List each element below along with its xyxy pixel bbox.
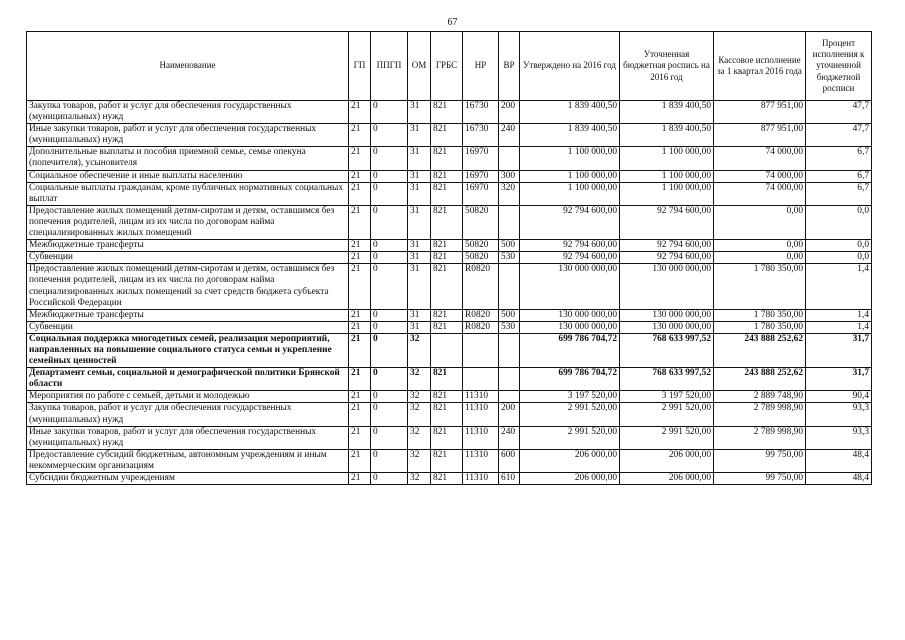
- table-row: [27, 101, 872, 124]
- cell-approved: 2 991 520,00: [520, 403, 620, 426]
- cell-om: 31: [408, 124, 431, 147]
- cell-om: 31: [408, 182, 431, 205]
- cell-om: 31: [408, 264, 431, 309]
- cell-gp: 21: [349, 321, 371, 333]
- cell-cash: 877 951,00: [714, 101, 806, 124]
- cell-vr: 240: [499, 426, 520, 449]
- cell-refined: 1 100 000,00: [620, 182, 714, 205]
- row-name: Социальное обеспечение и иные выплаты населению: [27, 170, 349, 182]
- cell-approved: 130 000 000,00: [520, 309, 620, 321]
- row-name: Социальные выплаты гражданам, кроме публичных нормативных социальных выплат: [27, 182, 349, 205]
- header-vr: ВР: [499, 32, 520, 101]
- cell-np: [463, 333, 499, 367]
- header-name: Наименование: [27, 32, 349, 101]
- cell-refined: 92 794 600,00: [620, 252, 714, 264]
- row-name: Иные закупки товаров, работ и услуг для обеспечения государственных (муниципальных) нужд: [27, 124, 349, 147]
- cell-ppgp: 0: [371, 101, 408, 124]
- row-name: Предоставление жилых помещений детям-сиротам и детям, оставшимся без попечения родителей, лицам из их числа по договорам найма специализированных жилых помещений: [27, 205, 349, 239]
- cell-refined: 768 633 997,52: [620, 368, 714, 391]
- cell-np: R0820: [463, 321, 499, 333]
- cell-np: 50820: [463, 240, 499, 252]
- header-percent: Процент исполнения к уточненной бюджетной росписи: [806, 32, 872, 101]
- cell-grbs: [431, 333, 463, 367]
- cell-vr: [499, 391, 520, 403]
- table-row: [27, 182, 872, 205]
- cell-vr: [499, 205, 520, 239]
- row-name: Закупка товаров, работ и услуг для обеспечения государственных (муниципальных) нужд: [27, 101, 349, 124]
- cell-approved: 92 794 600,00: [520, 205, 620, 239]
- cell-cash: 99 750,00: [714, 473, 806, 485]
- table-row: [27, 473, 872, 485]
- cell-vr: 500: [499, 309, 520, 321]
- cell-om: 32: [408, 426, 431, 449]
- table-row: [27, 449, 872, 472]
- cell-grbs: 821: [431, 449, 463, 472]
- table-row: [27, 252, 872, 264]
- cell-refined: 130 000 000,00: [620, 264, 714, 309]
- cell-ppgp: 0: [371, 182, 408, 205]
- cell-om: 31: [408, 170, 431, 182]
- cell-refined: 2 991 520,00: [620, 426, 714, 449]
- cell-np: 11310: [463, 403, 499, 426]
- cell-gp: 21: [349, 426, 371, 449]
- cell-om: 31: [408, 205, 431, 239]
- cell-ppgp: 0: [371, 264, 408, 309]
- cell-gp: 21: [349, 205, 371, 239]
- cell-vr: [499, 333, 520, 367]
- cell-om: 32: [408, 368, 431, 391]
- cell-percent: 93,3: [806, 426, 872, 449]
- table-header: [27, 32, 872, 101]
- row-name: Субвенции: [27, 252, 349, 264]
- cell-grbs: 821: [431, 391, 463, 403]
- cell-om: 31: [408, 309, 431, 321]
- cell-cash: 74 000,00: [714, 170, 806, 182]
- row-name: Предоставление жилых помещений детям-сиротам и детям, оставшимся без попечения родителей, лицам из их числа по договорам найма специализированных жилых помещений за счет средств бюджета субъекта Российской Федерации: [27, 264, 349, 309]
- cell-vr: 300: [499, 170, 520, 182]
- cell-np: 11310: [463, 473, 499, 485]
- cell-percent: 1,4: [806, 321, 872, 333]
- cell-gp: 21: [349, 252, 371, 264]
- table-row: [27, 426, 872, 449]
- cell-grbs: 821: [431, 473, 463, 485]
- cell-grbs: 821: [431, 321, 463, 333]
- cell-percent: 31,7: [806, 368, 872, 391]
- cell-approved: 1 100 000,00: [520, 147, 620, 170]
- cell-approved: 92 794 600,00: [520, 240, 620, 252]
- cell-gp: 21: [349, 333, 371, 367]
- header-np: НР: [463, 32, 499, 101]
- cell-refined: 92 794 600,00: [620, 205, 714, 239]
- table-row: [27, 321, 872, 333]
- budget-table: [26, 31, 872, 485]
- row-name: Межбюджетные трансферты: [27, 240, 349, 252]
- cell-om: 31: [408, 101, 431, 124]
- cell-percent: 48,4: [806, 449, 872, 472]
- cell-ppgp: 0: [371, 333, 408, 367]
- header-row: [27, 32, 872, 101]
- cell-cash: 1 780 350,00: [714, 309, 806, 321]
- table-row: [27, 170, 872, 182]
- cell-percent: 90,4: [806, 391, 872, 403]
- cell-om: 32: [408, 403, 431, 426]
- cell-percent: 47,7: [806, 124, 872, 147]
- cell-gp: 21: [349, 240, 371, 252]
- cell-grbs: 821: [431, 403, 463, 426]
- cell-ppgp: 0: [371, 368, 408, 391]
- row-name: Департамент семьи, социальной и демографической политики Брянской области: [27, 368, 349, 391]
- cell-refined: 3 197 520,00: [620, 391, 714, 403]
- cell-np: 16970: [463, 170, 499, 182]
- table-row: [27, 147, 872, 170]
- cell-percent: 48,4: [806, 473, 872, 485]
- header-approved: Утверждено на 2016 год: [520, 32, 620, 101]
- cell-np: 11310: [463, 426, 499, 449]
- cell-cash: 2 889 748,90: [714, 391, 806, 403]
- cell-grbs: 821: [431, 205, 463, 239]
- cell-om: 32: [408, 333, 431, 367]
- cell-cash: 2 789 998,90: [714, 403, 806, 426]
- cell-np: 16730: [463, 101, 499, 124]
- cell-vr: [499, 368, 520, 391]
- cell-om: 31: [408, 147, 431, 170]
- cell-approved: 1 100 000,00: [520, 182, 620, 205]
- cell-approved: 2 991 520,00: [520, 426, 620, 449]
- cell-gp: 21: [349, 147, 371, 170]
- cell-np: 16970: [463, 147, 499, 170]
- cell-approved: 206 000,00: [520, 473, 620, 485]
- cell-ppgp: 0: [371, 321, 408, 333]
- cell-vr: 530: [499, 321, 520, 333]
- header-refined: Уточненная бюджетная роспись на 2016 год: [620, 32, 714, 101]
- cell-percent: 0,0: [806, 252, 872, 264]
- cell-ppgp: 0: [371, 170, 408, 182]
- cell-gp: 21: [349, 403, 371, 426]
- cell-gp: 21: [349, 264, 371, 309]
- cell-refined: 1 839 400,50: [620, 101, 714, 124]
- cell-grbs: 821: [431, 309, 463, 321]
- cell-np: 11310: [463, 449, 499, 472]
- cell-np: R0820: [463, 264, 499, 309]
- cell-vr: 600: [499, 449, 520, 472]
- cell-approved: 92 794 600,00: [520, 252, 620, 264]
- cell-grbs: 821: [431, 147, 463, 170]
- table-row: [27, 368, 872, 391]
- row-name: Субсидии бюджетным учреждениям: [27, 473, 349, 485]
- table-row: [27, 403, 872, 426]
- row-name: Межбюджетные трансферты: [27, 309, 349, 321]
- cell-refined: 1 100 000,00: [620, 147, 714, 170]
- cell-np: 11310: [463, 391, 499, 403]
- cell-np: 16730: [463, 124, 499, 147]
- cell-gp: 21: [349, 309, 371, 321]
- cell-vr: [499, 264, 520, 309]
- table-row: [27, 240, 872, 252]
- table-row: [27, 205, 872, 239]
- cell-percent: 1,4: [806, 264, 872, 309]
- cell-ppgp: 0: [371, 403, 408, 426]
- cell-percent: 31,7: [806, 333, 872, 367]
- cell-ppgp: 0: [371, 147, 408, 170]
- cell-ppgp: 0: [371, 391, 408, 403]
- cell-grbs: 821: [431, 170, 463, 182]
- cell-grbs: 821: [431, 182, 463, 205]
- cell-gp: 21: [349, 449, 371, 472]
- cell-approved: 1 839 400,50: [520, 101, 620, 124]
- header-ppgp: ППГП: [371, 32, 408, 101]
- cell-cash: 0,00: [714, 240, 806, 252]
- cell-ppgp: 0: [371, 449, 408, 472]
- table-row: [27, 124, 872, 147]
- cell-vr: 320: [499, 182, 520, 205]
- cell-vr: 500: [499, 240, 520, 252]
- cell-grbs: 821: [431, 124, 463, 147]
- cell-cash: 74 000,00: [714, 147, 806, 170]
- row-name: Закупка товаров, работ и услуг для обеспечения государственных (муниципальных) нужд: [27, 403, 349, 426]
- cell-ppgp: 0: [371, 473, 408, 485]
- cell-refined: 1 100 000,00: [620, 170, 714, 182]
- cell-cash: 1 780 350,00: [714, 264, 806, 309]
- table-row: [27, 264, 872, 309]
- cell-gp: 21: [349, 473, 371, 485]
- cell-refined: 2 991 520,00: [620, 403, 714, 426]
- cell-cash: 0,00: [714, 205, 806, 239]
- cell-approved: 206 000,00: [520, 449, 620, 472]
- cell-cash: 99 750,00: [714, 449, 806, 472]
- cell-gp: 21: [349, 170, 371, 182]
- row-name: Предоставление субсидий бюджетным, автономным учреждениям и иным некоммерческим организациям: [27, 449, 349, 472]
- table-row: [27, 309, 872, 321]
- cell-cash: 243 888 252,62: [714, 368, 806, 391]
- cell-approved: 1 839 400,50: [520, 124, 620, 147]
- cell-ppgp: 0: [371, 309, 408, 321]
- cell-approved: 699 786 704,72: [520, 333, 620, 367]
- cell-om: 32: [408, 391, 431, 403]
- row-name: Социальная поддержка многодетных семей, реализация мероприятий, направленных на повышение социального статуса семьи и укрепление семейных ценностей: [27, 333, 349, 367]
- cell-cash: 2 789 998,90: [714, 426, 806, 449]
- row-name: Иные закупки товаров, работ и услуг для обеспечения государственных (муниципальных) нужд: [27, 426, 349, 449]
- cell-percent: 0,0: [806, 205, 872, 239]
- cell-percent: 6,7: [806, 182, 872, 205]
- cell-refined: 130 000 000,00: [620, 309, 714, 321]
- cell-percent: 47,7: [806, 101, 872, 124]
- cell-percent: 93,3: [806, 403, 872, 426]
- cell-grbs: 821: [431, 426, 463, 449]
- cell-vr: 200: [499, 403, 520, 426]
- cell-refined: 92 794 600,00: [620, 240, 714, 252]
- cell-ppgp: 0: [371, 426, 408, 449]
- header-om: ОМ: [408, 32, 431, 101]
- cell-grbs: 821: [431, 101, 463, 124]
- cell-refined: 130 000 000,00: [620, 321, 714, 333]
- cell-grbs: 821: [431, 264, 463, 309]
- cell-vr: [499, 147, 520, 170]
- cell-approved: 3 197 520,00: [520, 391, 620, 403]
- cell-np: 50820: [463, 252, 499, 264]
- header-gp: ГП: [349, 32, 371, 101]
- cell-vr: 240: [499, 124, 520, 147]
- cell-refined: 206 000,00: [620, 473, 714, 485]
- cell-refined: 206 000,00: [620, 449, 714, 472]
- cell-gp: 21: [349, 391, 371, 403]
- cell-cash: 877 951,00: [714, 124, 806, 147]
- header-cash: Кассовое исполнение за 1 квартал 2016 года: [714, 32, 806, 101]
- header-grbs: ГРБС: [431, 32, 463, 101]
- cell-percent: 6,7: [806, 147, 872, 170]
- cell-approved: 130 000 000,00: [520, 264, 620, 309]
- cell-cash: 74 000,00: [714, 182, 806, 205]
- row-name: Мероприятия по работе с семьей, детьми и молодежью: [27, 391, 349, 403]
- page-number: 67: [447, 17, 458, 28]
- row-name: Дополнительные выплаты и пособия приемной семье, семье опекуна (попечителя), усыновителя: [27, 147, 349, 170]
- cell-approved: 1 100 000,00: [520, 170, 620, 182]
- cell-ppgp: 0: [371, 252, 408, 264]
- table-row: [27, 333, 872, 367]
- cell-np: 50820: [463, 205, 499, 239]
- row-name: Субвенции: [27, 321, 349, 333]
- cell-np: 16970: [463, 182, 499, 205]
- cell-om: 31: [408, 240, 431, 252]
- cell-om: 32: [408, 473, 431, 485]
- cell-grbs: 821: [431, 368, 463, 391]
- cell-cash: 243 888 252,62: [714, 333, 806, 367]
- cell-gp: 21: [349, 368, 371, 391]
- cell-gp: 21: [349, 182, 371, 205]
- cell-np: R0820: [463, 309, 499, 321]
- cell-percent: 0,0: [806, 240, 872, 252]
- cell-ppgp: 0: [371, 205, 408, 239]
- cell-om: 32: [408, 449, 431, 472]
- table-row: [27, 391, 872, 403]
- cell-vr: 530: [499, 252, 520, 264]
- cell-np: [463, 368, 499, 391]
- cell-om: 31: [408, 321, 431, 333]
- cell-refined: 1 839 400,50: [620, 124, 714, 147]
- cell-cash: 1 780 350,00: [714, 321, 806, 333]
- table-body: [27, 101, 872, 485]
- cell-grbs: 821: [431, 252, 463, 264]
- cell-ppgp: 0: [371, 240, 408, 252]
- cell-percent: 1,4: [806, 309, 872, 321]
- cell-om: 31: [408, 252, 431, 264]
- cell-gp: 21: [349, 124, 371, 147]
- cell-approved: 699 786 704,72: [520, 368, 620, 391]
- cell-approved: 130 000 000,00: [520, 321, 620, 333]
- cell-vr: 610: [499, 473, 520, 485]
- cell-grbs: 821: [431, 240, 463, 252]
- cell-percent: 6,7: [806, 170, 872, 182]
- cell-refined: 768 633 997,52: [620, 333, 714, 367]
- cell-gp: 21: [349, 101, 371, 124]
- cell-ppgp: 0: [371, 124, 408, 147]
- cell-cash: 0,00: [714, 252, 806, 264]
- cell-vr: 200: [499, 101, 520, 124]
